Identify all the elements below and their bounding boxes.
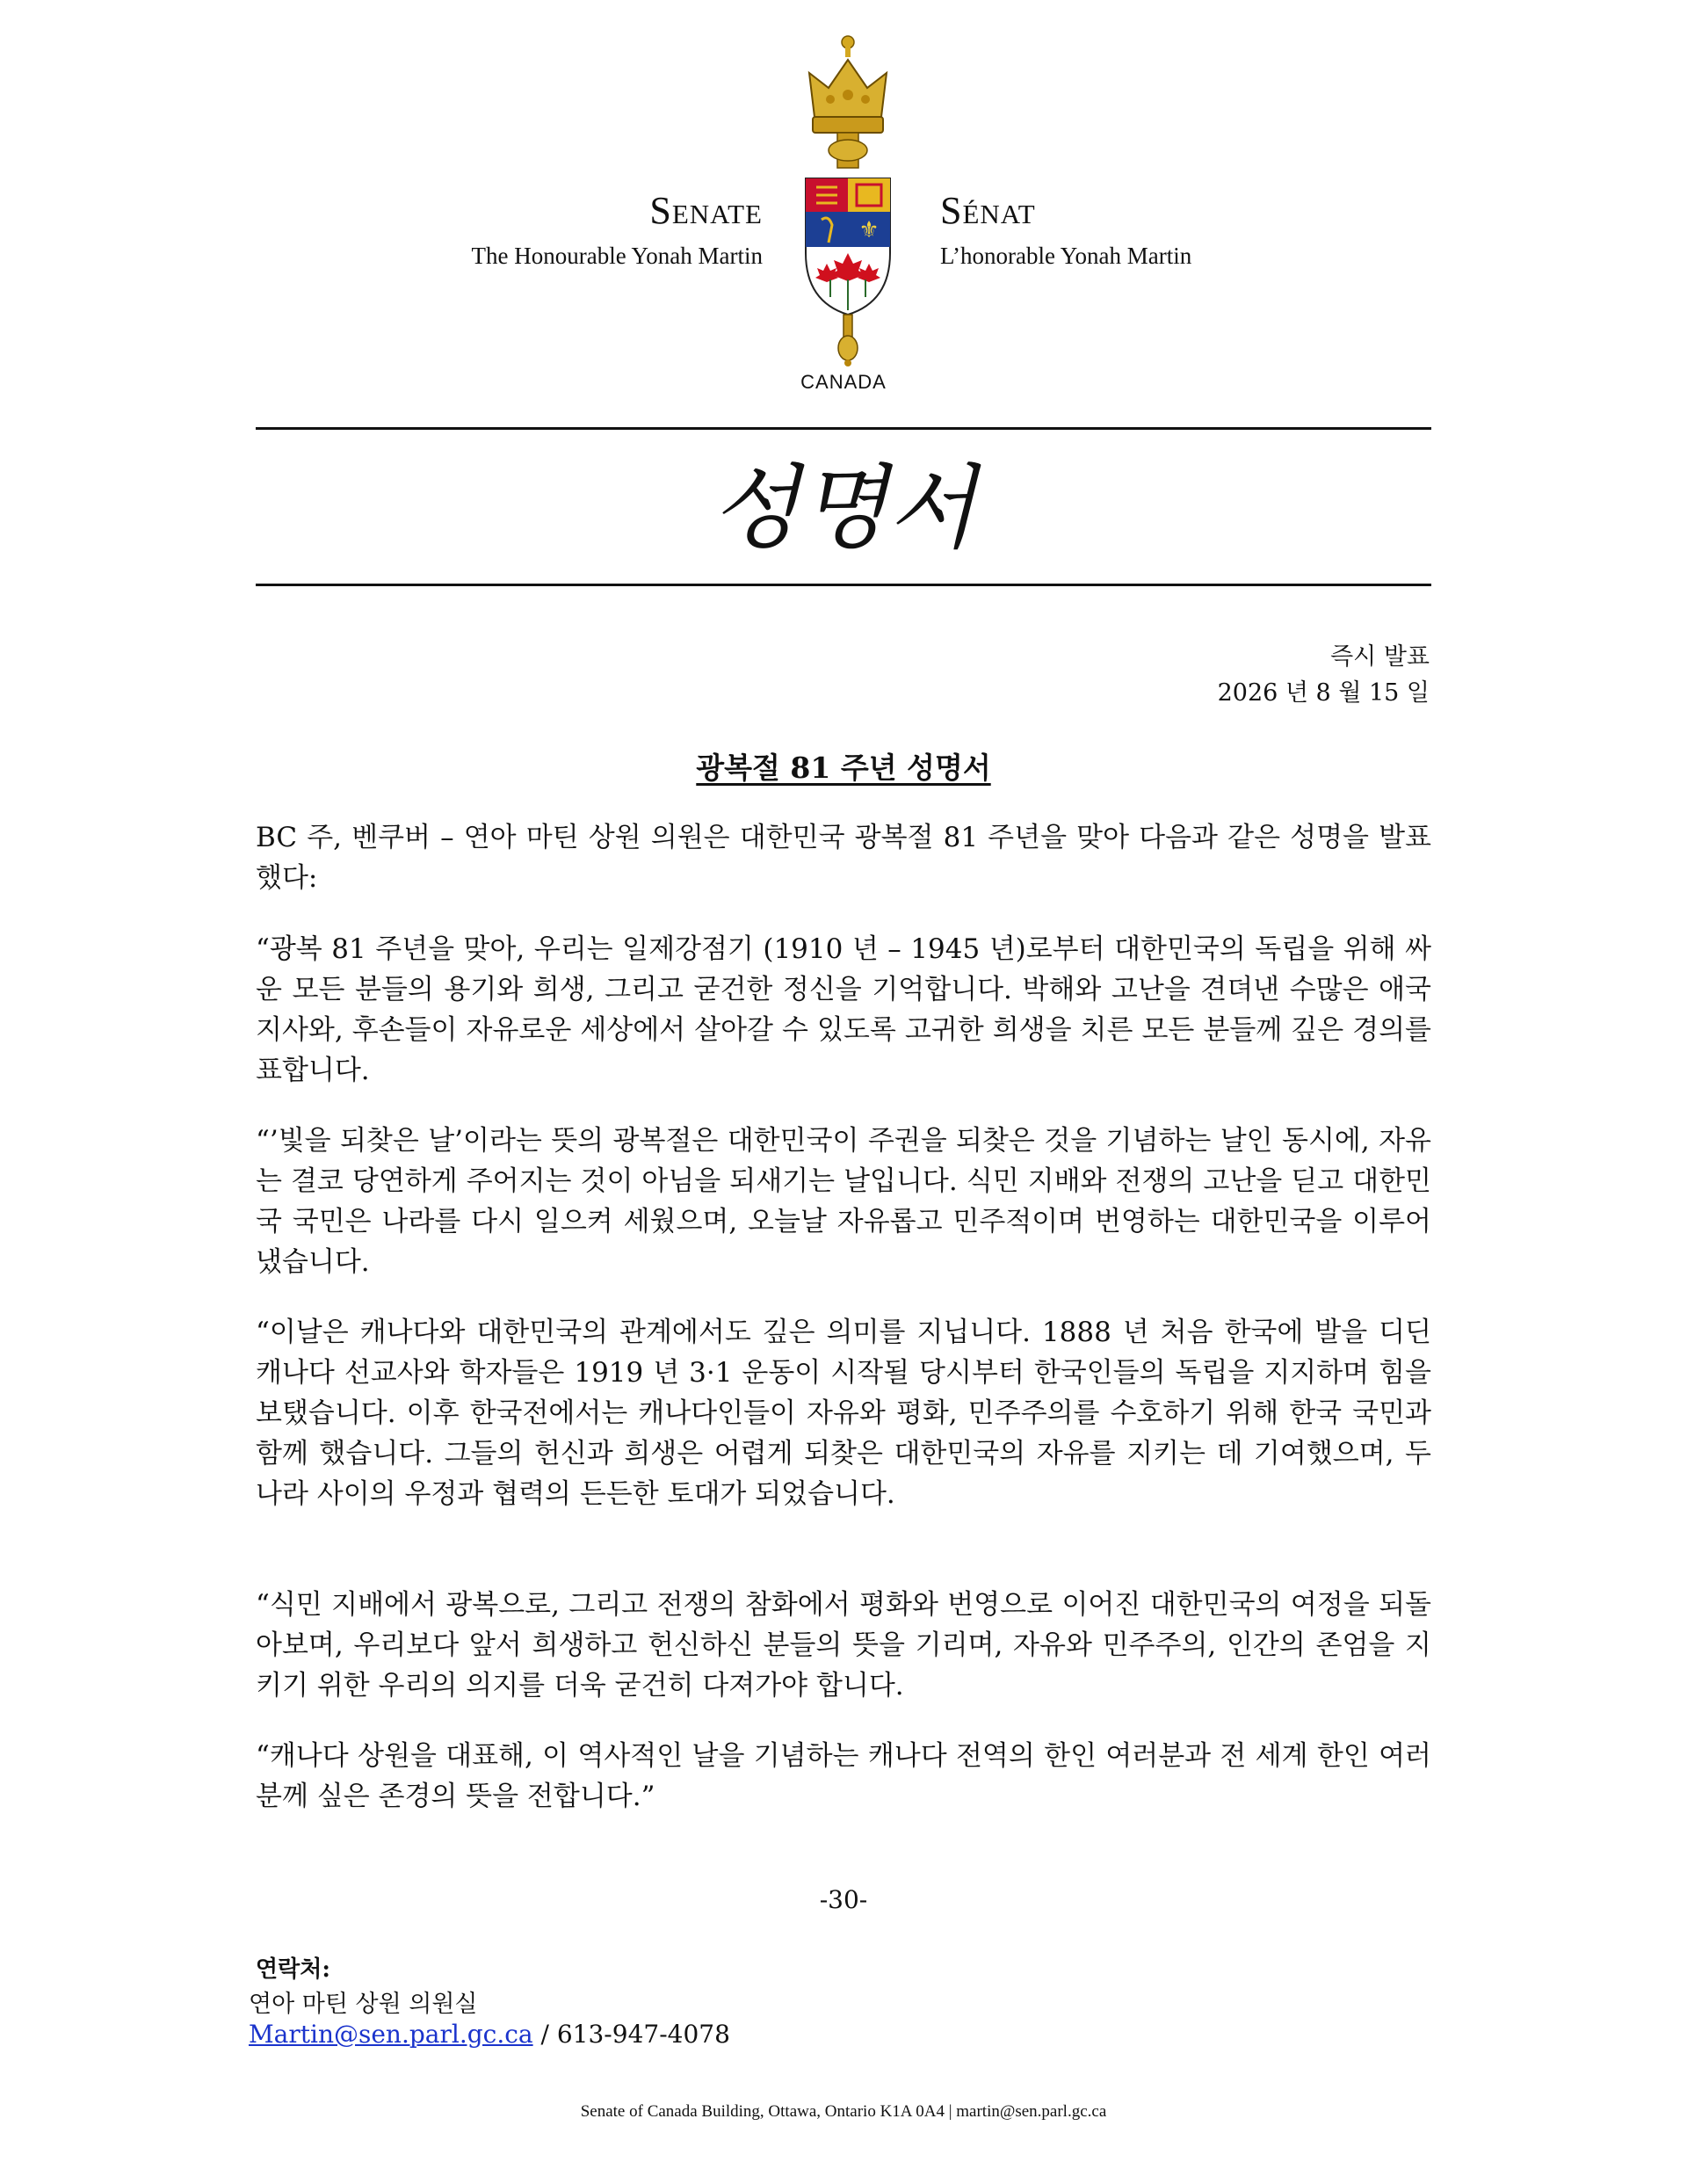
release-date: 2026 년 8 월 15 일 (1217, 679, 1430, 707)
page-title: 성명서 (711, 454, 976, 562)
paragraph: “’빛을 되찾은 날’이라는 뜻의 광복절은 대한민국이 주권을 되찾은 것을 기념하는 날인 동시에, 자유는 결코 당연하게 주어지는 것이 아님을 되새기는 날입니다. 식민 지배와 전쟁의 고난을 딛고 대한민국 국민은 나라를 다시 일으켜 세웠으며, 오늘날 자유롭고 민주적이며 번영하는 대한민국을 이루어냈습니다. (256, 1125, 1431, 1278)
release-notice: 즉시 발표 (1330, 643, 1430, 671)
paragraph: BC 주, 벤쿠버 – 연아 마틴 상원 의원은 대한민국 광복절 81 주년을 맞아 다음과 같은 성명을 발표했다: (256, 822, 1431, 894)
senator-name-fr: L’honorable Yonah Martin (940, 243, 1192, 269)
senator-name-en: The Honourable Yonah Martin (471, 243, 763, 269)
paragraph: “식민 지배에서 광복으로, 그리고 전쟁의 참화에서 평화와 번영으로 이어진 대한민국의 여정을 되돌아보며, 우리보다 앞서 희생하고 헌신하신 분들의 뜻을 기리며, 자유와 민주주의, 인간의 존엄을 지키기 위한 우리의 의지를 더욱 굳건히 다져가야 합니다. (256, 1589, 1431, 1701)
statement-headline-text: 광복절 81 주년 성명서 (696, 751, 991, 785)
statement-headline (256, 745, 1431, 787)
email-link[interactable]: Martin@sen.parl.gc.ca (249, 2020, 533, 2049)
end-mark: -30- (819, 1885, 868, 1914)
senate-wordmark-en: Senate (649, 189, 763, 232)
divider (256, 427, 1431, 430)
contact-line (249, 2020, 730, 2049)
contact-label: 연락처: (256, 1956, 330, 1983)
senate-coat-of-arms-icon (795, 33, 901, 367)
svg-text:⚜: ⚜ (858, 217, 880, 243)
paragraph: “캐나다 상원을 대표해, 이 역사적인 날을 기념하는 캐나다 전역의 한인 여러분과 전 세계 한인 여러분께 싶은 존경의 뜻을 전합니다.” (256, 1740, 1431, 1812)
contact-office: 연아 마틴 상원 의원실 (249, 1991, 478, 2018)
country-label: CANADA (800, 371, 887, 393)
contact-phone: / 613-947-4078 (532, 2020, 730, 2049)
paragraph: “광복 81 주년을 맞아, 우리는 일제강점기 (1910 년 – 1945 년)로부터 대한민국의 독립을 위해 싸운 모든 분들의 용기와 희생, 그리고 굳건한 정신을 기억합니다. 박해와 고난을 견뎌낸 수많은 애국지사와, 후손들이 자유로운 세상에서 살아갈 수 있도록 고귀한 희생을 치른 모든 분들께 깊은 경의를 표합니다. (256, 933, 1431, 1086)
paragraph: “이날은 캐나다와 대한민국의 관계에서도 깊은 의미를 지닙니다. 1888 년 처음 한국에 발을 디딘 캐나다 선교사와 학자들은 1919 년 3·1 운동이 시작될 당시부터 한국인들의 독립을 지지하며 힘을 보탰습니다. 이후 한국전에서는 캐나다인들이 자유와 평화, 민주주의를 수호하기 위해 한국 국민과 함께 했습니다. 그들의 헌신과 희생은 어렵게 되찾은 대한민국의 자유를 지키는 데 기여했으며, 두 나라 사이의 우정과 협력의 든든한 토대가 되었습니다. (256, 1317, 1431, 1510)
footer-address: Senate of Canada Building, Ottawa, Ontario K1A 0A4 | martin@sen.parl.gc.ca (580, 2102, 1107, 2121)
senate-wordmark-fr: Sénat (940, 189, 1036, 232)
divider (256, 584, 1431, 586)
